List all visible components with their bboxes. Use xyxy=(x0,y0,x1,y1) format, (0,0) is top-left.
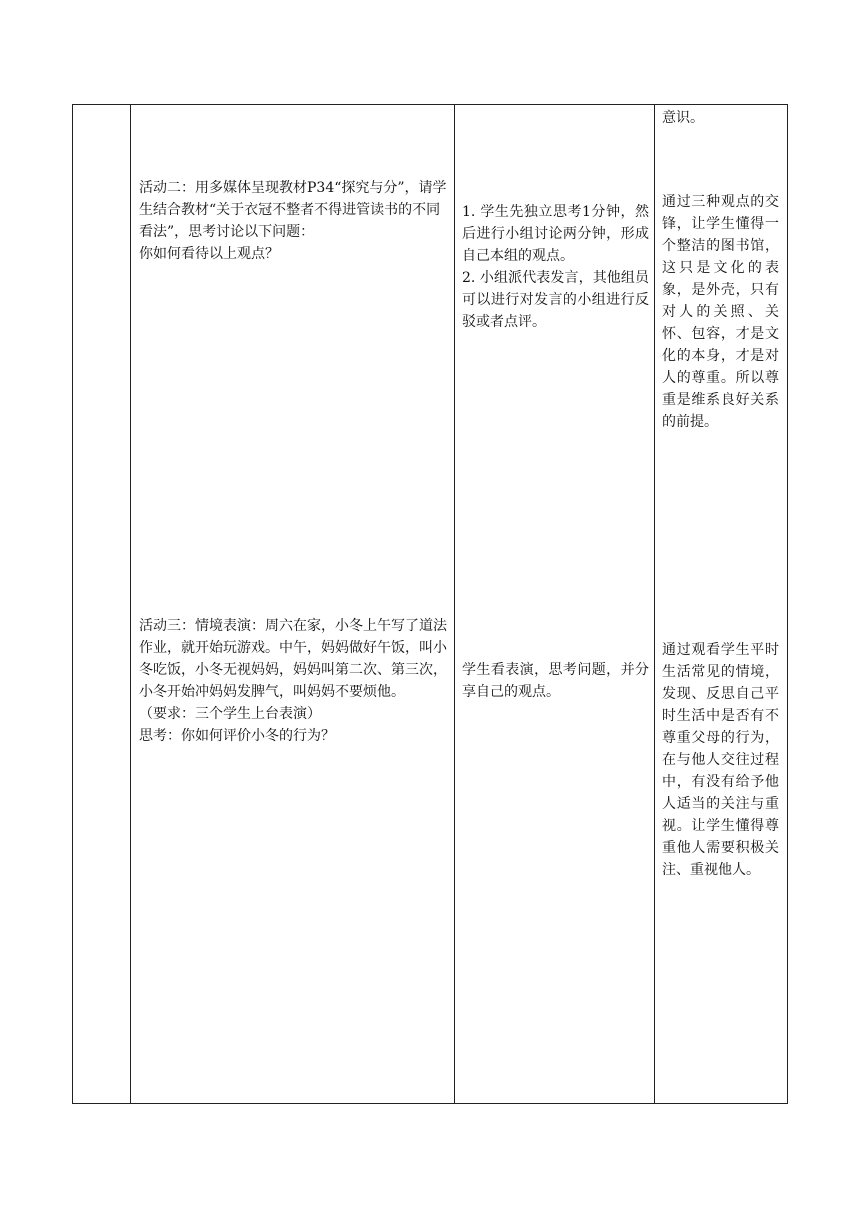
activity3-teacher xyxy=(139,615,449,747)
lesson-plan-table xyxy=(72,104,788,1104)
activity3-content: 活动三：情境表演：周六在家，小冬上午写了道法作业，就开始玩游戏。中午，妈妈做好午饭，叫小冬吃饭，小冬无视妈妈，妈妈叫第二次、第三次，小冬开始冲妈妈发脾气，叫妈妈不要烦他。 xyxy=(139,618,447,700)
activity2-intent: 通过三种观点的交锋，让学生懂得一个整洁的图书馆，这只是文化的表象，是外壳，只有对人的关照、关怀、包容，才是文化的本身，才是对人的尊重。所以尊重是维系良好关系的前提。 xyxy=(662,194,779,430)
activity3-question: 思考：你如何评价小冬的行为？ xyxy=(139,728,335,744)
activity2-content: 活动二：用多媒体呈现教材P34“探究与分”，请学生结合教材“关于衣冠不整者不得进管读书的不同看法”，思考讨论以下问题： xyxy=(139,180,447,240)
column-divider xyxy=(454,105,455,1103)
column-divider xyxy=(654,105,655,1103)
activity3-intent: 通过观看学生平时生活常见的情境，发现、反思自己平时生活中是否有不尊重父母的行为，在与他人交往过程中，有没有给予他人适当的关注与重视。让学生懂得尊重他人需要积极关注、重视他人。 xyxy=(662,642,779,878)
activity2-teacher xyxy=(139,177,449,265)
activity2-student-1: 1. 学生先独立思考1分钟，然后进行小组讨论两分钟，形成自己本组的观点。 xyxy=(462,204,649,264)
activity2-question: 你如何看待以上观点？ xyxy=(139,246,279,262)
reflection-tail: 意识。 xyxy=(662,110,704,126)
activity3-requirement: （要求：三个学生上台表演） xyxy=(139,706,321,722)
column-divider xyxy=(130,105,131,1103)
activity3-student: 学生看表演，思考问题，并分享自己的观点。 xyxy=(462,662,649,700)
activity2-student xyxy=(462,201,649,333)
activity2-student-2: 2. 小组派代表发言，其他组员可以进行对发言的小组进行反驳或者点评。 xyxy=(462,270,649,330)
